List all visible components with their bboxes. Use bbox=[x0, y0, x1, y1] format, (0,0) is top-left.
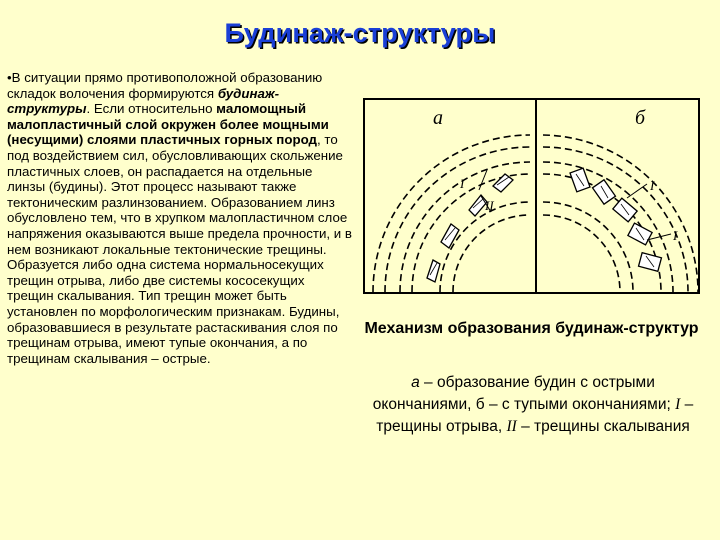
caption-I: I bbox=[675, 396, 681, 413]
layer-arc bbox=[373, 135, 530, 292]
figure-caption-title: Механизм образования будинаж-структур bbox=[364, 320, 699, 337]
emphasis-text: маломощный малопластичный слой окружен более мощными (несущими) слоями пластичных горных пород bbox=[7, 101, 329, 148]
layer-arc bbox=[543, 215, 620, 292]
caption-a: а bbox=[411, 374, 420, 391]
caption-II: II bbox=[506, 418, 517, 435]
label-b: б bbox=[635, 107, 646, 129]
text-segment: , то под воздействием сил, обусловливающих скольжение пластичных слоев, он распадается на отдельные линзы (будины). Этот процесс называют также тектоническим разлинзованием. Образованием линз обусловлено тем, что в хрупком малопластичном слое напряжения оказываются выше предела прочности, и в нем возникают локальные тектонические трещины. Образуется либо одна система нормальносекущих трещин отрыва, либо две системы кососекущих трещин скалывания. Тип трещин может быть установлен по морфологическим признакам. Будины, образовавшиеся в результате растаскивания слоя по трещинам отрыва, имеют тупые окончания, а по трещинам скалывания – острые. bbox=[7, 132, 352, 366]
body-paragraph bbox=[7, 70, 352, 366]
boudin-sharp bbox=[441, 224, 459, 248]
page-title: Будинаж-структуры bbox=[224, 18, 496, 48]
text-segment: В ситуации прямо противоположной образованию складок волочения формируются bbox=[7, 70, 323, 101]
boudinage-figure bbox=[363, 98, 700, 294]
label-I-right: I bbox=[650, 178, 655, 193]
boudinage-diagram bbox=[365, 100, 698, 292]
label-I-right-lower: I bbox=[673, 228, 678, 243]
caption-segment: – образование будин с острыми окончаниями, б – с тупыми окончаниями; bbox=[372, 374, 676, 413]
boudin-sharp bbox=[493, 174, 513, 192]
layer-arc bbox=[543, 147, 688, 292]
text-segment: . Если относительно bbox=[86, 101, 217, 117]
boudin-sharp bbox=[427, 260, 440, 282]
caption-segment: – трещины скалывания bbox=[516, 418, 690, 435]
caption-segment: – трещины отрыва, bbox=[376, 396, 694, 435]
label-a: а bbox=[433, 107, 443, 129]
bullet: • bbox=[7, 70, 12, 85]
layer-arc bbox=[453, 215, 530, 292]
label-I-left: I bbox=[460, 176, 465, 191]
figure-caption bbox=[368, 372, 698, 438]
term-boudinage: будинаж-структуры bbox=[7, 85, 280, 117]
boudin-blunt bbox=[593, 180, 616, 204]
layer-arc bbox=[385, 147, 530, 292]
label-II: II bbox=[485, 198, 494, 213]
